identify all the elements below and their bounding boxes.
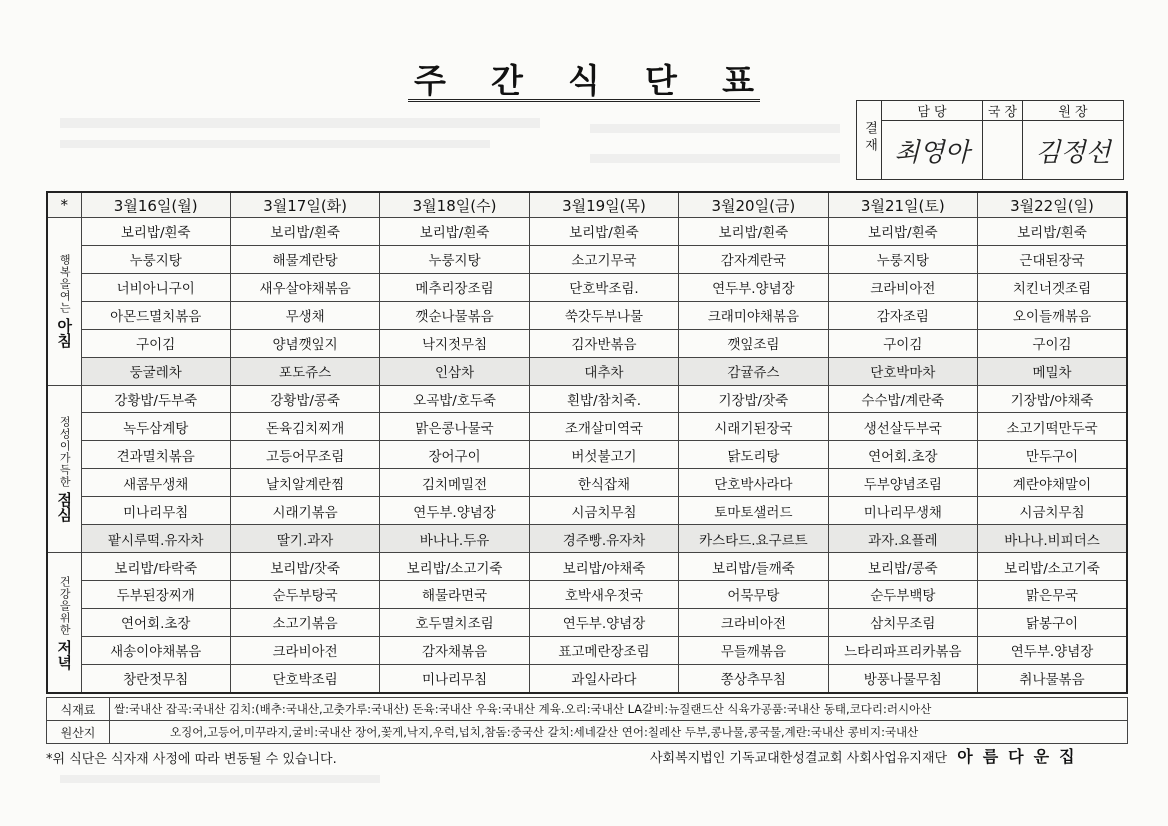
menu-item: 딸기.과자	[230, 525, 379, 553]
menu-item: 만두구이	[978, 441, 1127, 469]
menu-item: 삼치무조림	[828, 608, 977, 636]
menu-item: 맑은콩나물국	[380, 413, 529, 441]
meal-subtitle: 건강을위한	[58, 575, 72, 636]
menu-table	[46, 191, 1128, 694]
menu-item: 견과멸치볶음	[81, 441, 230, 469]
menu-item: 보리밥/들깨죽	[679, 553, 828, 581]
menu-row	[47, 636, 1127, 664]
menu-row	[47, 553, 1127, 581]
menu-item: 둥굴레차	[81, 357, 230, 385]
menu-row	[47, 580, 1127, 608]
show-through-band	[590, 154, 840, 163]
menu-item: 단호박마차	[828, 357, 977, 385]
signature-head: 김정선	[1022, 121, 1123, 180]
menu-item: 오곡밥/호두죽	[380, 385, 529, 413]
menu-item: 보리밥/흰죽	[230, 218, 379, 246]
menu-item: 시래기된장국	[679, 413, 828, 441]
menu-item: 보리밥/흰죽	[380, 218, 529, 246]
menu-row	[47, 441, 1127, 469]
menu-item: 쑥갓두부나물	[529, 301, 678, 329]
title-char: 주	[414, 61, 446, 100]
menu-item: 무들깨볶음	[679, 636, 828, 664]
menu-item: 오이들깨볶음	[978, 301, 1127, 329]
menu-item: 취나물볶음	[978, 664, 1127, 693]
menu-item: 보리밥/흰죽	[679, 218, 828, 246]
menu-item: 메추리장조림	[380, 273, 529, 301]
page-title	[408, 58, 760, 102]
menu-row	[47, 608, 1127, 636]
menu-item: 보리밥/잣죽	[230, 553, 379, 581]
meal-label	[47, 553, 81, 693]
day-header: 3월19일(목)	[529, 192, 678, 218]
origin-table	[46, 697, 1128, 744]
menu-item: 창란젓무침	[81, 664, 230, 693]
menu-item: 과일사라다	[529, 664, 678, 693]
menu-item: 낙지젓무침	[380, 329, 529, 357]
menu-item: 새우살야채볶음	[230, 273, 379, 301]
approval-role: 담 당	[882, 101, 983, 121]
menu-item: 호두멸치조림	[380, 608, 529, 636]
menu-item: 감자조림	[828, 301, 977, 329]
menu-item: 고등어무조림	[230, 441, 379, 469]
approval-box	[856, 100, 1124, 180]
menu-item: 김자반볶음	[529, 329, 678, 357]
menu-item: 연두부.양념장	[978, 636, 1127, 664]
signature-staff: 최영아	[882, 121, 983, 180]
menu-item: 메밀차	[978, 357, 1127, 385]
meal-label	[47, 218, 81, 386]
menu-item: 경주빵.유자차	[529, 525, 678, 553]
menu-item: 보리밥/타락죽	[81, 553, 230, 581]
meal-name: 저녁	[55, 639, 74, 670]
menu-item: 누룽지탕	[380, 245, 529, 273]
menu-item: 녹두삼계탕	[81, 413, 230, 441]
origin-line: 쌀:국내산 잡곡:국내산 김치:(배추:국내산,고춧가루:국내산) 돈육:국내산 우육:국내산 계육.오리:국내산 LA갈비:뉴질랜드산 식육가공품:국내산 동태,코다리:러시아산	[110, 698, 1128, 721]
menu-row	[47, 469, 1127, 497]
menu-row	[47, 245, 1127, 273]
menu-item: 버섯불고기	[529, 441, 678, 469]
day-header: 3월17일(화)	[230, 192, 379, 218]
menu-item: 크라비아전	[679, 608, 828, 636]
menu-item: 너비아니구이	[81, 273, 230, 301]
menu-item: 깻순나물볶음	[380, 301, 529, 329]
menu-item: 바나나.비피더스	[978, 525, 1127, 553]
menu-item: 시금치무침	[529, 497, 678, 525]
menu-item: 김치메밀전	[380, 469, 529, 497]
origin-line: 오징어,고등어,미꾸라지,굴비:국내산 장어,꽃게,낙지,우럭,넙치,참돔:중국산 갈치:세네갈산 연어:칠레산 두부,콩나물,콩국물,계란:국내산 콩비지:국내산	[110, 721, 1128, 744]
menu-item: 대추차	[529, 357, 678, 385]
menu-item: 보리밥/흰죽	[828, 218, 977, 246]
menu-item: 강황밥/두부죽	[81, 385, 230, 413]
menu-item: 장어구이	[380, 441, 529, 469]
menu-item: 단호박조림.	[529, 273, 678, 301]
organization-title: 아름다운집	[957, 747, 1085, 766]
day-header: 3월16일(월)	[81, 192, 230, 218]
menu-item: 보리밥/야채죽	[529, 553, 678, 581]
menu-item: 소고기무국	[529, 245, 678, 273]
approval-label: 결 재	[857, 101, 882, 180]
signature-director	[982, 121, 1022, 180]
menu-item: 소고기떡만두국	[978, 413, 1127, 441]
menu-item: 근대된장국	[978, 245, 1127, 273]
day-header: 3월18일(수)	[380, 192, 529, 218]
menu-item: 연어회.초장	[81, 608, 230, 636]
menu-item: 크래미야채볶음	[679, 301, 828, 329]
menu-item: 팥시루떡.유자차	[81, 525, 230, 553]
show-through-band	[60, 140, 490, 148]
menu-item: 기장밥/야채죽	[978, 385, 1127, 413]
show-through-band	[590, 124, 840, 133]
menu-item: 보리밥/흰죽	[81, 218, 230, 246]
approval-role: 국 장	[982, 101, 1022, 121]
menu-item: 크라비아전	[230, 636, 379, 664]
menu-item: 단호박조림	[230, 664, 379, 693]
menu-row	[47, 301, 1127, 329]
menu-item: 보리밥/소고기죽	[380, 553, 529, 581]
menu-row	[47, 497, 1127, 525]
menu-row	[47, 273, 1127, 301]
menu-item: 감귤쥬스	[679, 357, 828, 385]
menu-item: 연두부.양념장	[529, 608, 678, 636]
menu-item: 기장밥/잣죽	[679, 385, 828, 413]
menu-item: 카스타드.요구르트	[679, 525, 828, 553]
menu-item: 새콤무생채	[81, 469, 230, 497]
meal-subtitle: 행복을여는	[58, 254, 72, 315]
menu-item: 단호박사라다	[679, 469, 828, 497]
menu-item: 과자.요플레	[828, 525, 977, 553]
menu-item: 구이김	[81, 329, 230, 357]
menu-item: 연어회.초장	[828, 441, 977, 469]
change-notice: *위 식단은 식자재 사정에 따라 변동될 수 있습니다.	[46, 752, 337, 767]
meal-subtitle: 정성이가득한	[58, 415, 72, 488]
day-header: 3월20일(금)	[679, 192, 828, 218]
menu-item: 누룽지탕	[81, 245, 230, 273]
menu-item: 어묵무탕	[679, 580, 828, 608]
corner-cell: *	[47, 192, 81, 218]
show-through-band	[60, 118, 540, 128]
menu-item: 소고기볶음	[230, 608, 379, 636]
menu-row	[47, 413, 1127, 441]
menu-item: 보리밥/흰죽	[978, 218, 1127, 246]
menu-row	[47, 385, 1127, 413]
menu-row	[47, 664, 1127, 693]
menu-item: 감자계란국	[679, 245, 828, 273]
menu-item: 한식잡채	[529, 469, 678, 497]
menu-item: 강황밥/콩죽	[230, 385, 379, 413]
menu-item: 깻잎조림	[679, 329, 828, 357]
menu-item: 양념깻잎지	[230, 329, 379, 357]
menu-item: 보리밥/콩죽	[828, 553, 977, 581]
menu-item: 조개살미역국	[529, 413, 678, 441]
menu-item: 연두부.양념장	[679, 273, 828, 301]
title-char: 식	[568, 61, 600, 100]
menu-item: 구이김	[828, 329, 977, 357]
day-header: 3월22일(일)	[978, 192, 1127, 218]
menu-item: 쫑상추무침	[679, 664, 828, 693]
menu-item: 순두부탕국	[230, 580, 379, 608]
meal-label	[47, 385, 81, 553]
menu-item: 호박새우젓국	[529, 580, 678, 608]
meal-name: 아침	[55, 318, 74, 349]
menu-item: 표고메란장조림	[529, 636, 678, 664]
menu-row	[47, 329, 1127, 357]
title-char: 단	[645, 61, 677, 100]
menu-row	[47, 218, 1127, 246]
menu-item: 흰밥/참치죽.	[529, 385, 678, 413]
approval-role: 원 장	[1022, 101, 1123, 121]
menu-item: 감자채볶음	[380, 636, 529, 664]
menu-item: 날치알계란찜	[230, 469, 379, 497]
menu-item: 미나리무침	[81, 497, 230, 525]
menu-item: 바나나.두유	[380, 525, 529, 553]
menu-item: 구이김	[978, 329, 1127, 357]
title-char: 표	[722, 61, 754, 100]
menu-item: 시금치무침	[978, 497, 1127, 525]
menu-item: 무생채	[230, 301, 379, 329]
menu-item: 연두부.양념장	[380, 497, 529, 525]
show-through-band	[60, 775, 380, 783]
menu-row	[47, 357, 1127, 385]
menu-row	[47, 525, 1127, 553]
menu-item: 돈육김치찌개	[230, 413, 379, 441]
menu-item: 방풍나물무침	[828, 664, 977, 693]
menu-item: 누룽지탕	[828, 245, 977, 273]
origin-label: 식재료	[47, 698, 110, 721]
menu-item: 인삼차	[380, 357, 529, 385]
organization-prefix: 사회복지법인 기독교대한성결교회 사회사업유지재단	[650, 751, 948, 766]
menu-item: 느타리파프리카볶음	[828, 636, 977, 664]
menu-item: 보리밥/소고기죽	[978, 553, 1127, 581]
menu-item: 토마토샐러드	[679, 497, 828, 525]
menu-item: 닭도리탕	[679, 441, 828, 469]
origin-label: 원산지	[47, 721, 110, 744]
menu-item: 계란야채말이	[978, 469, 1127, 497]
menu-item: 보리밥/흰죽	[529, 218, 678, 246]
title-char: 간	[491, 61, 523, 100]
menu-item: 미나리무생채	[828, 497, 977, 525]
menu-item: 순두부백탕	[828, 580, 977, 608]
menu-item: 해물라면국	[380, 580, 529, 608]
menu-item: 미나리무침	[380, 664, 529, 693]
menu-item: 해물계란탕	[230, 245, 379, 273]
menu-item: 두부양념조림	[828, 469, 977, 497]
menu-item: 아몬드멸치볶음	[81, 301, 230, 329]
menu-item: 수수밥/계란죽	[828, 385, 977, 413]
menu-item: 두부된장찌개	[81, 580, 230, 608]
menu-item: 크라비아전	[828, 273, 977, 301]
meal-name: 점심	[55, 491, 74, 522]
menu-item: 시래기볶음	[230, 497, 379, 525]
menu-item: 생선살두부국	[828, 413, 977, 441]
organization-name	[650, 744, 1085, 767]
menu-item: 닭봉구이	[978, 608, 1127, 636]
menu-item: 치킨너겟조림	[978, 273, 1127, 301]
day-header: 3월21일(토)	[828, 192, 977, 218]
menu-item: 맑은무국	[978, 580, 1127, 608]
menu-item: 새송이야채볶음	[81, 636, 230, 664]
menu-item: 포도쥬스	[230, 357, 379, 385]
day-header-row	[47, 192, 1127, 218]
